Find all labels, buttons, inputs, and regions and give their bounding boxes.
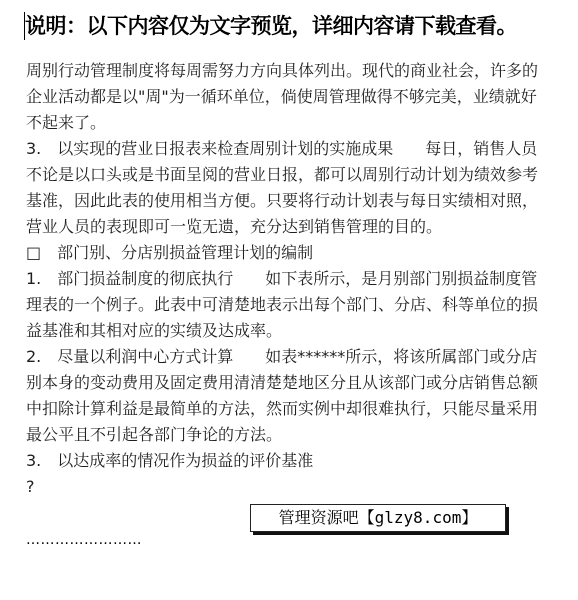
section-heading: □ 部门别、分店别损益管理计划的编制 [26,243,314,262]
preview-notice: 说明：以下内容仅为文字预览，详细内容请下载查看。 [25,14,517,38]
watermark-banner: 管理资源吧【glzy8.com】 [250,504,506,532]
paragraph: 1. 部门损益制度的彻底执行 如下表所示，是月别部门别损益制度管理表的一个例子。此表中可清楚地表示出每个部门、分店、科等单位的损益基准和其相对应的实绩及达成率。 [26,269,539,340]
paragraph: 3. 以实现的营业日报表来检查周别计划的实施成果 每日，销售人员不论是以口头或是书面呈阅的营业日报，都可以周别行动计划为绩效参考基准，因此此表的使用相当方便。只要将行动计划表与每日实绩相对照，营业人员的表现即可一览无遗，充分达到销售管理的目的。 [26,139,539,236]
paragraph: 周别行动管理制度将每周需努力方向具体列出。现代的商业社会，许多的企业活动都是以"周"为一循环单位，倘使周管理做得不够完美，业绩就好不起来了。 [26,61,539,132]
document-body [26,58,550,500]
ellipsis-line: …………………… [26,532,142,548]
paragraph: ? [26,477,35,496]
paragraph: 3. 以达成率的情况作为损益的评价基准 [26,451,314,470]
paragraph: 2. 尽量以利润中心方式计算 如表******所示，将该所属部门或分店别本身的变动费用及固定费用清清楚楚地区分且从该部门或分店销售总额中扣除计算利益是最简单的方法，然而实例中却很难执行，只能尽量采用最公平且不引起各部门争论的方法。 [26,347,539,444]
